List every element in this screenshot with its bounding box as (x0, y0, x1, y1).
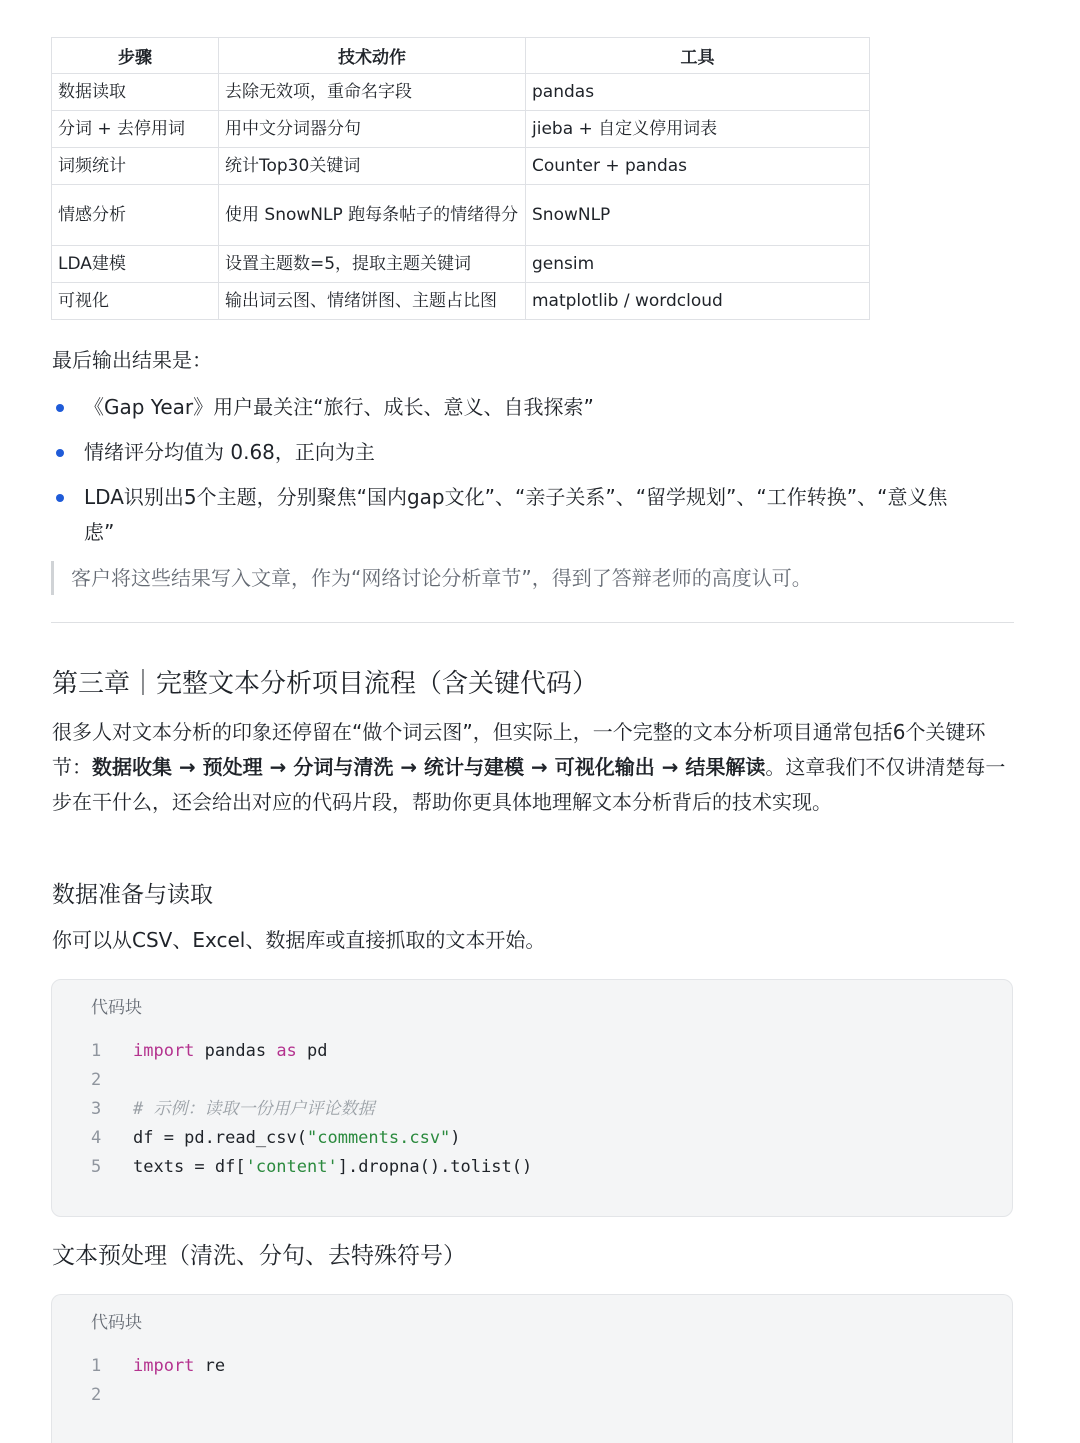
code-text: pandas (194, 1041, 277, 1061)
table-row (52, 148, 870, 185)
table-row (52, 74, 870, 111)
intro-text: 很多人对文本分析的印象还停留在“做个词云图”，但实际上，一个完整的文本分析项目通常包括6个关键环节： (52, 720, 986, 779)
table-cell: 分词 + 去停用词 (52, 111, 219, 148)
table-row (52, 111, 870, 148)
bullet-icon (56, 494, 64, 502)
code-text: ].dropna().tolist() (337, 1157, 533, 1177)
table-cell: 情感分析 (52, 185, 219, 246)
table-cell: 去除无效项，重命名字段 (219, 74, 526, 111)
result-list (52, 390, 1012, 560)
table-cell: LDA建模 (52, 246, 219, 283)
code-text: df = pd.read_csv( (133, 1128, 307, 1148)
code-line (91, 1153, 532, 1182)
result-intro: 最后输出结果是： (52, 348, 212, 372)
line-number: 3 (91, 1099, 102, 1119)
line-number: 2 (91, 1070, 102, 1090)
list-item-text: LDA识别出5个主题，分别聚焦“国内gap文化”、“亲子关系”、“留学规划”、“工作转换”、“意义焦虑” (84, 485, 948, 544)
pipeline-table (51, 37, 870, 320)
section-title-preprocess: 文本预处理（清洗、分句、去特殊符号） (52, 1243, 466, 1269)
header-action: 技术动作 (219, 38, 526, 74)
code-line (91, 1124, 532, 1153)
line-number: 4 (91, 1128, 102, 1148)
table-cell: matplotlib / wordcloud (526, 283, 870, 320)
line-number: 5 (91, 1157, 102, 1177)
code-block-label: 代码块 (91, 998, 142, 1018)
code-string: 'content' (245, 1157, 338, 1177)
section-desc: 你可以从CSV、Excel、数据库或直接抓取的文本开始。 (52, 928, 546, 952)
line-number: 1 (91, 1041, 102, 1061)
list-item (52, 480, 964, 550)
code-string: "comments.csv" (307, 1128, 451, 1148)
code-block-label: 代码块 (91, 1313, 142, 1333)
table-cell: SnowNLP (526, 185, 870, 246)
table-cell: pandas (526, 74, 870, 111)
code-lines (91, 1352, 225, 1410)
code-line (91, 1037, 532, 1066)
code-block-1[interactable] (51, 979, 1013, 1217)
code-text: re (194, 1356, 226, 1376)
table-cell: 设置主题数=5，提取主题关键词 (219, 246, 526, 283)
code-keyword: import (133, 1356, 195, 1376)
code-block-2[interactable] (51, 1294, 1013, 1443)
list-item-text: 《Gap Year》用户最关注“旅行、成长、意义、自我探索” (84, 395, 594, 419)
chapter-intro (52, 715, 1017, 820)
table-cell: gensim (526, 246, 870, 283)
intro-bold-steps: 数据收集 → 预处理 → 分词与清洗 → 统计与建模 → 可视化输出 → 结果解读 (92, 755, 766, 779)
code-text: texts = df[ (133, 1157, 246, 1177)
line-number: 1 (91, 1356, 102, 1376)
table-cell: 可视化 (52, 283, 219, 320)
header-step: 步骤 (52, 38, 219, 74)
line-number: 2 (91, 1385, 102, 1405)
bullet-icon (56, 404, 64, 412)
code-line (91, 1352, 225, 1381)
list-item (52, 435, 1012, 470)
code-keyword: as (276, 1041, 297, 1061)
list-item-text: 情绪评分均值为 0.68，正向为主 (84, 440, 375, 464)
table-cell: jieba + 自定义停用词表 (526, 111, 870, 148)
table-cell: 使用 SnowNLP 跑每条帖子的情绪得分 (219, 185, 526, 246)
code-keyword: import (133, 1041, 195, 1061)
table-header-row (52, 38, 870, 74)
table-cell: 输出词云图、情绪饼图、主题占比图 (219, 283, 526, 320)
chapter-title: 第三章｜完整文本分析项目流程（含关键代码） (52, 669, 599, 699)
divider (51, 622, 1014, 623)
section-title-data-prep: 数据准备与读取 (52, 882, 213, 908)
blockquote: 客户将这些结果写入文章，作为“网络讨论分析章节”，得到了答辩老师的高度认可。 (51, 561, 971, 595)
list-item (52, 390, 1012, 425)
code-line (91, 1381, 225, 1410)
code-text: pd (296, 1041, 328, 1061)
table-row (52, 246, 870, 283)
code-text: ) (450, 1128, 461, 1148)
table-row (52, 283, 870, 320)
intro-text-end: 。这章我们不仅讲清楚每一步在干什么，还会给出对应的代码片段，帮助你更具体地理解文本分析背后的技术实现。 (52, 755, 1006, 814)
code-comment: # 示例：读取一份用户评论数据 (133, 1099, 375, 1119)
table-cell: 数据读取 (52, 74, 219, 111)
table-cell: 统计Top30关键词 (219, 148, 526, 185)
table-row (52, 185, 870, 246)
table-cell: 用中文分词器分句 (219, 111, 526, 148)
bullet-icon (56, 449, 64, 457)
code-lines (91, 1037, 532, 1182)
code-line (91, 1095, 532, 1124)
code-line (91, 1066, 532, 1095)
header-tool: 工具 (526, 38, 870, 74)
table-cell: Counter + pandas (526, 148, 870, 185)
table-cell: 词频统计 (52, 148, 219, 185)
